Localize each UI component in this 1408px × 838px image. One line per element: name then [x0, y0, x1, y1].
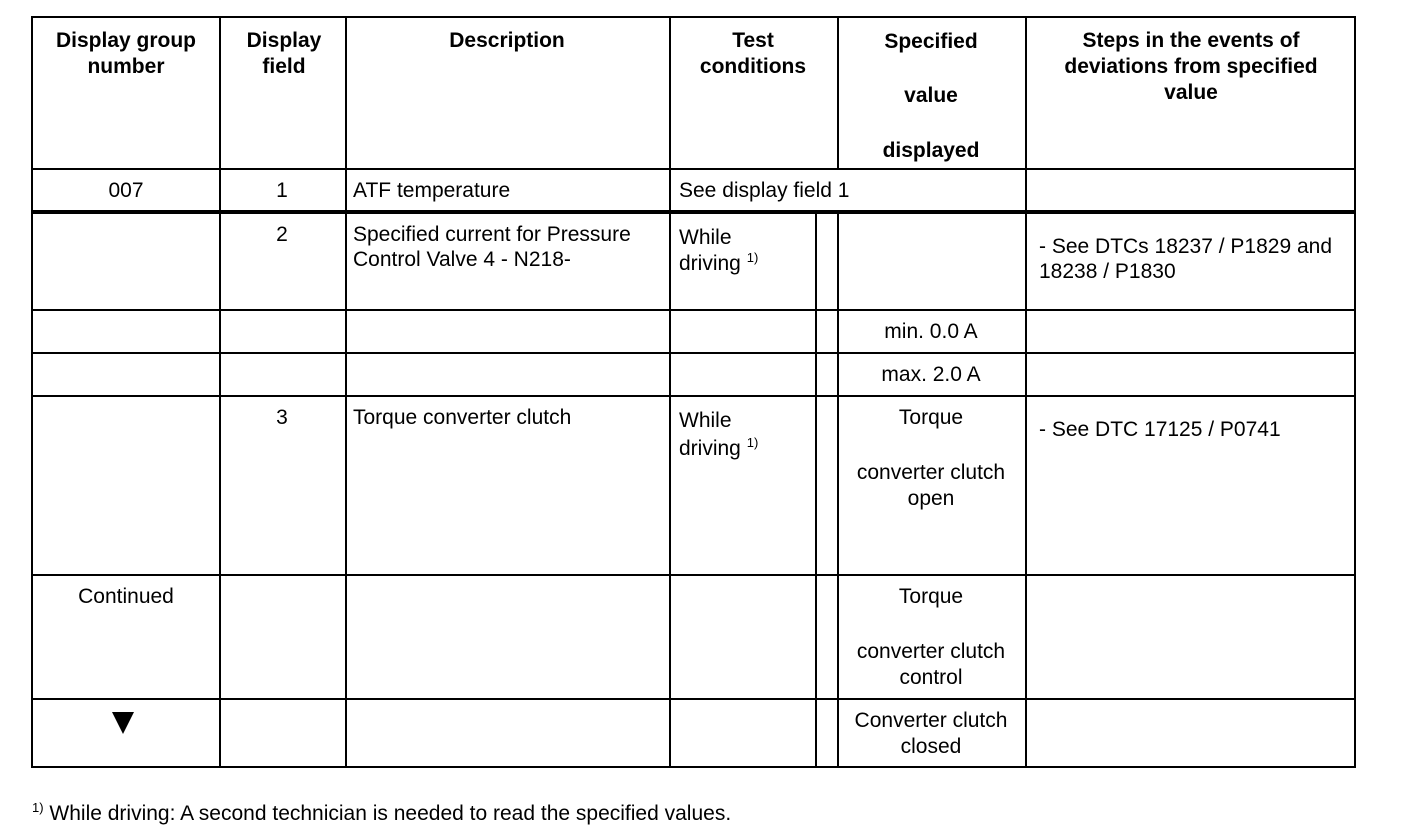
spec-line1: Torque	[898, 406, 964, 429]
down-triangle-icon	[112, 712, 134, 734]
header-spec-line1: Specified	[884, 30, 978, 53]
cell-field-1: 1	[276, 179, 288, 202]
cell-spec-tcc-control	[839, 584, 1023, 691]
col-divider	[1025, 18, 1027, 766]
cell-field-2: 2	[276, 223, 288, 246]
row-divider	[33, 212, 1354, 214]
col-divider	[669, 18, 671, 766]
cell-description-tcc: Torque converter clutch	[353, 406, 572, 429]
col-divider	[345, 18, 347, 766]
test-line1: While	[679, 226, 732, 249]
header-steps: Steps in the events of deviations from specified value	[1064, 29, 1318, 104]
footnote-ref: 1)	[746, 435, 759, 450]
spec-line1: Torque	[898, 585, 964, 608]
test-line2	[679, 248, 813, 280]
test-line2-text: driving	[679, 437, 741, 460]
header-display-field: Display field	[246, 29, 322, 78]
col-divider	[219, 18, 221, 766]
col-divider	[815, 212, 817, 766]
cell-spec-clutch-closed: Converter clutch closed	[854, 709, 1008, 758]
header-display-group: Display group number	[55, 29, 197, 78]
row-divider	[33, 574, 1354, 576]
footnote	[32, 800, 731, 828]
header-test-line1: Test	[732, 29, 774, 52]
header-spec-line3: displayed	[882, 139, 980, 162]
cell-test-see-field: See display field 1	[679, 179, 850, 202]
cell-description-atf: ATF temperature	[353, 179, 511, 202]
row-divider	[33, 698, 1354, 700]
test-line2-text: driving	[679, 252, 741, 275]
cell-group-007: 007	[108, 179, 144, 202]
cell-test-while-driving	[679, 405, 813, 465]
cell-description-pcv4: Specified current for Pressure Control Valve 4 - N218-	[353, 223, 631, 271]
footnote-marker: 1)	[32, 800, 44, 815]
spec-line2: converter clutch control	[856, 640, 1006, 689]
header-description: Description	[449, 29, 565, 52]
cell-test-while-driving	[679, 222, 813, 280]
cell-steps-dtc-18237: - See DTCs 18237 / P1829 and 18238 / P1830	[1039, 235, 1333, 283]
cell-spec-max: max. 2.0 A	[881, 363, 981, 386]
header-specified-value	[839, 28, 1023, 164]
header-test-conditions	[671, 28, 835, 80]
cell-field-3: 3	[276, 406, 288, 429]
row-divider	[33, 168, 1354, 170]
header-test-line2: conditions	[699, 55, 807, 78]
cell-spec-tcc-open	[839, 405, 1023, 512]
cell-group-continued: Continued	[78, 585, 174, 608]
cell-spec-min: min. 0.0 A	[884, 320, 978, 343]
test-line2	[679, 433, 813, 465]
spec-line2: converter clutch open	[856, 461, 1006, 510]
footnote-ref: 1)	[746, 250, 759, 265]
header-spec-line2: value	[904, 84, 958, 107]
cell-steps-dtc-17125: - See DTC 17125 / P0741	[1039, 418, 1281, 441]
row-divider	[33, 309, 1354, 311]
test-line1: While	[679, 409, 732, 432]
row-divider	[33, 352, 1354, 354]
row-divider	[33, 395, 1354, 397]
diagnostic-table	[31, 16, 1356, 768]
footnote-text: While driving: A second technician is needed to read the specified values.	[49, 802, 732, 825]
